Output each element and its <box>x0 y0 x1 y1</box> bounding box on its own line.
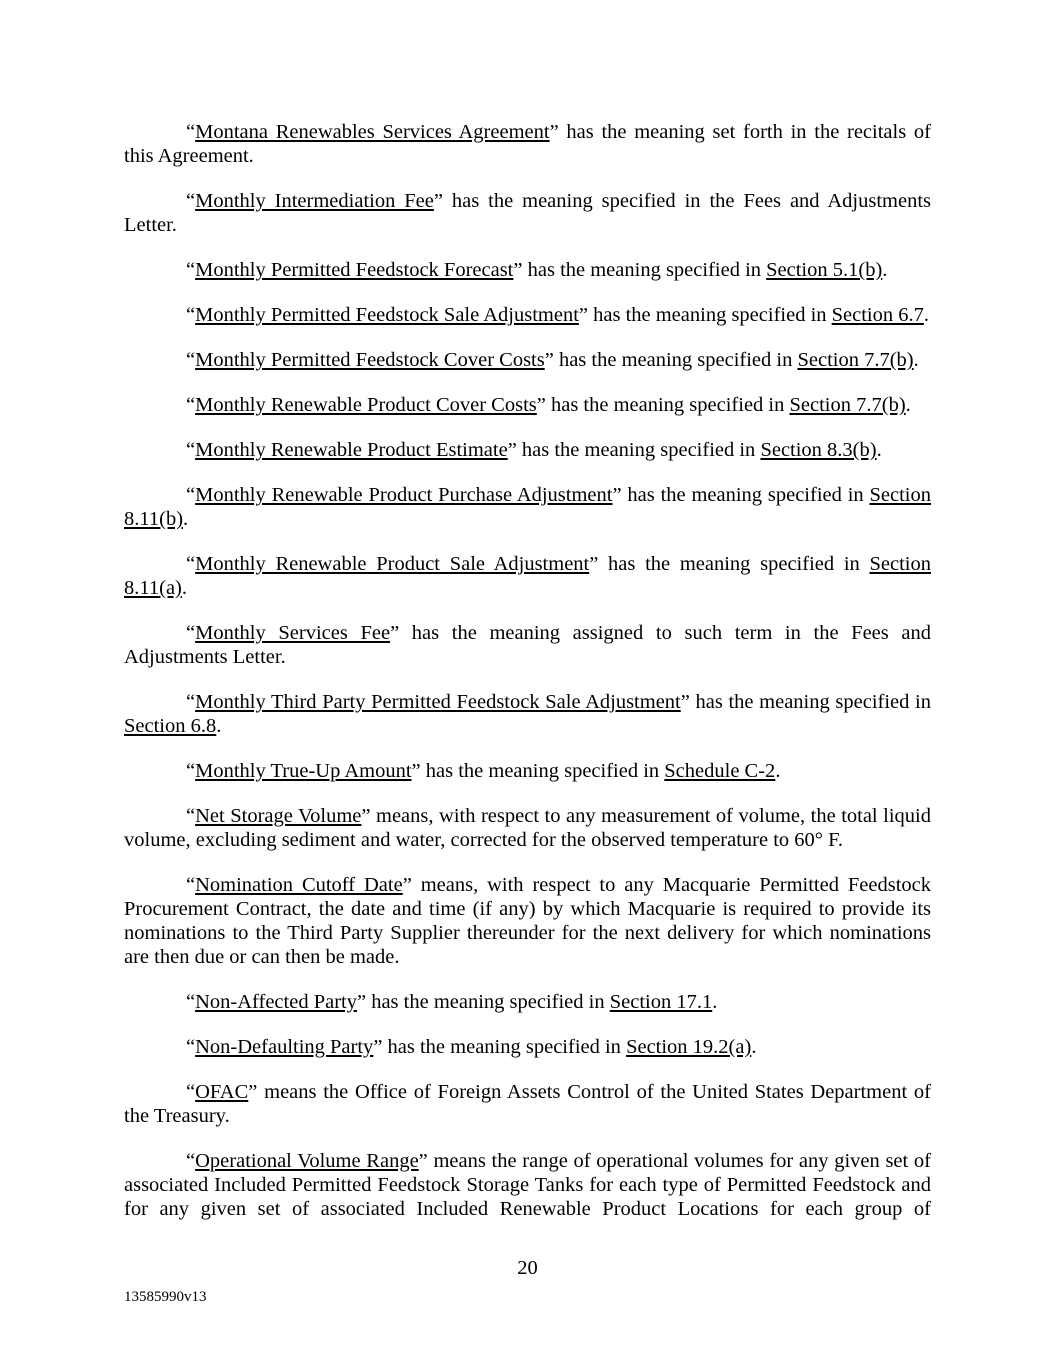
defined-term: Monthly Renewable Product Estimate <box>195 439 508 461</box>
paragraph <box>124 438 931 462</box>
paragraph <box>124 393 931 417</box>
paragraph-text: ” has the meaning specified in <box>507 439 761 461</box>
section-reference: Section 5.1(b) <box>766 259 883 281</box>
paragraph-text: . <box>216 715 222 737</box>
document-id-footer: 13585990v13 <box>124 1289 207 1305</box>
defined-term: Non-Defaulting Party <box>195 1036 374 1058</box>
paragraph-text: ” has the meaning specified in <box>680 691 931 713</box>
paragraph-text: . <box>882 259 888 281</box>
paragraph-text: ” means, with respect to any Macquarie Permitted Feedstock Procurement Contract, the date and time (if any) by which Macquarie is required to provide its nominations to the Third Party Supplier thereunder for the next delivery for which nominations are then due or can then be made. <box>124 874 931 968</box>
document-body <box>124 120 931 1242</box>
defined-term: Monthly Third Party Permitted Feedstock Sale Adjustment <box>195 691 681 713</box>
section-reference: Schedule C-2 <box>664 760 776 782</box>
section-reference: Section 8.3(b) <box>760 439 877 461</box>
paragraph-text: . <box>751 1036 757 1058</box>
paragraph-text: ” has the meaning specified in <box>536 394 790 416</box>
paragraph-text: “ <box>186 349 196 371</box>
paragraph-text: . <box>876 439 882 461</box>
paragraph-text: “ <box>186 760 196 782</box>
defined-term: Monthly Renewable Product Purchase Adjustment <box>195 484 613 506</box>
section-reference: Section 6.7 <box>831 304 924 326</box>
paragraph-text: ” has the meaning specified in <box>612 484 870 506</box>
paragraph-text: ” has the meaning specified in <box>411 760 665 782</box>
paragraph-text: ” means, with respect to any measurement of volume, the total liquid volume, excluding sediment and water, corrected for the observed temperature to 60° F. <box>124 805 931 851</box>
page-number: 20 <box>517 1257 538 1279</box>
section-reference: Section 6.8 <box>124 715 217 737</box>
paragraph <box>124 759 931 783</box>
defined-term: Monthly Intermediation Fee <box>195 190 434 212</box>
paragraph-text: ” has the meaning specified in <box>373 1036 627 1058</box>
paragraph-text: “ <box>186 805 196 827</box>
defined-term: Non-Affected Party <box>195 991 357 1013</box>
defined-term: Operational Volume Range <box>195 1150 419 1172</box>
section-reference: Section 7.7(b) <box>789 394 906 416</box>
paragraph <box>124 990 931 1014</box>
paragraph-text: ” has the meaning specified in <box>513 259 767 281</box>
paragraph-text: ” has the meaning set forth in the recitals of this Agreement. <box>124 121 931 167</box>
defined-term: Monthly Services Fee <box>195 622 391 644</box>
paragraph-text: “ <box>186 991 196 1013</box>
section-reference: Section 19.2(a) <box>626 1036 752 1058</box>
section-reference: Section 17.1 <box>609 991 713 1013</box>
paragraph-text: “ <box>186 304 196 326</box>
defined-term: Monthly Permitted Feedstock Sale Adjustment <box>195 304 579 326</box>
paragraph-text: ” has the meaning assigned to such term in the Fees and Adjustments Letter. <box>124 622 931 668</box>
paragraph-text: “ <box>186 553 196 575</box>
paragraph-text: ” has the meaning specified in <box>589 553 870 575</box>
paragraph-text: “ <box>186 1150 196 1172</box>
paragraph-text: “ <box>186 121 196 143</box>
paragraph-text: “ <box>186 394 196 416</box>
paragraph <box>124 1149 931 1221</box>
paragraph-text: ” has the meaning specified in the Fees and Adjustments Letter. <box>124 190 931 236</box>
paragraph-text: “ <box>186 622 196 644</box>
defined-term: Monthly Renewable Product Sale Adjustment <box>195 553 590 575</box>
paragraph <box>124 303 931 327</box>
section-reference: Section 7.7(b) <box>797 349 914 371</box>
paragraph <box>124 120 931 168</box>
paragraph-text: ” has the meaning specified in <box>578 304 832 326</box>
paragraph <box>124 552 931 600</box>
defined-term: Monthly True-Up Amount <box>195 760 412 782</box>
paragraph-text: . <box>923 304 930 326</box>
paragraph-text: “ <box>186 691 196 713</box>
paragraph <box>124 873 931 969</box>
paragraph <box>124 690 931 738</box>
paragraph-text: . <box>775 760 781 782</box>
paragraph-text: . <box>712 991 718 1013</box>
defined-term: Monthly Permitted Feedstock Forecast <box>195 259 514 281</box>
paragraph <box>124 1080 931 1128</box>
paragraph <box>124 804 931 852</box>
paragraph-text: ” means the range of operational volumes for any given set of associated Included Permitted Feedstock Storage Tanks for each type of Permitted Feedstock and for any given set of associated Included Renewable Product Locations for each group of <box>124 1150 931 1220</box>
paragraph-text: “ <box>186 439 196 461</box>
section-reference: Section 8.11(a) <box>124 553 931 599</box>
paragraph-text: ” has the meaning specified in <box>356 991 610 1013</box>
defined-term: Monthly Permitted Feedstock Cover Costs <box>195 349 545 371</box>
paragraph-text: “ <box>186 259 196 281</box>
paragraph-text: . <box>181 577 187 599</box>
defined-term: OFAC <box>195 1081 249 1103</box>
paragraph-text: ” has the meaning specified in <box>544 349 798 371</box>
paragraph <box>124 189 931 237</box>
paragraph-text: . <box>183 508 189 530</box>
paragraph <box>124 348 931 372</box>
paragraph-text: . <box>913 349 919 371</box>
section-reference: Section 8.11(b) <box>124 484 931 530</box>
paragraph-text: ” means the Office of Foreign Assets Control of the United States Department of the Treasury. <box>124 1081 931 1127</box>
paragraph <box>124 258 931 282</box>
paragraph-text: “ <box>186 874 196 896</box>
paragraph <box>124 1035 931 1059</box>
paragraph-text: “ <box>186 1036 196 1058</box>
defined-term: Monthly Renewable Product Cover Costs <box>195 394 537 416</box>
paragraph <box>124 483 931 531</box>
defined-term: Net Storage Volume <box>195 805 362 827</box>
paragraph-text: . <box>905 394 911 416</box>
paragraph <box>124 621 931 669</box>
defined-term: Nomination Cutoff Date <box>195 874 403 896</box>
paragraph-text: “ <box>186 484 196 506</box>
paragraph-text: “ <box>186 1081 196 1103</box>
paragraph-text: “ <box>186 190 196 212</box>
defined-term: Montana Renewables Services Agreement <box>195 121 550 143</box>
